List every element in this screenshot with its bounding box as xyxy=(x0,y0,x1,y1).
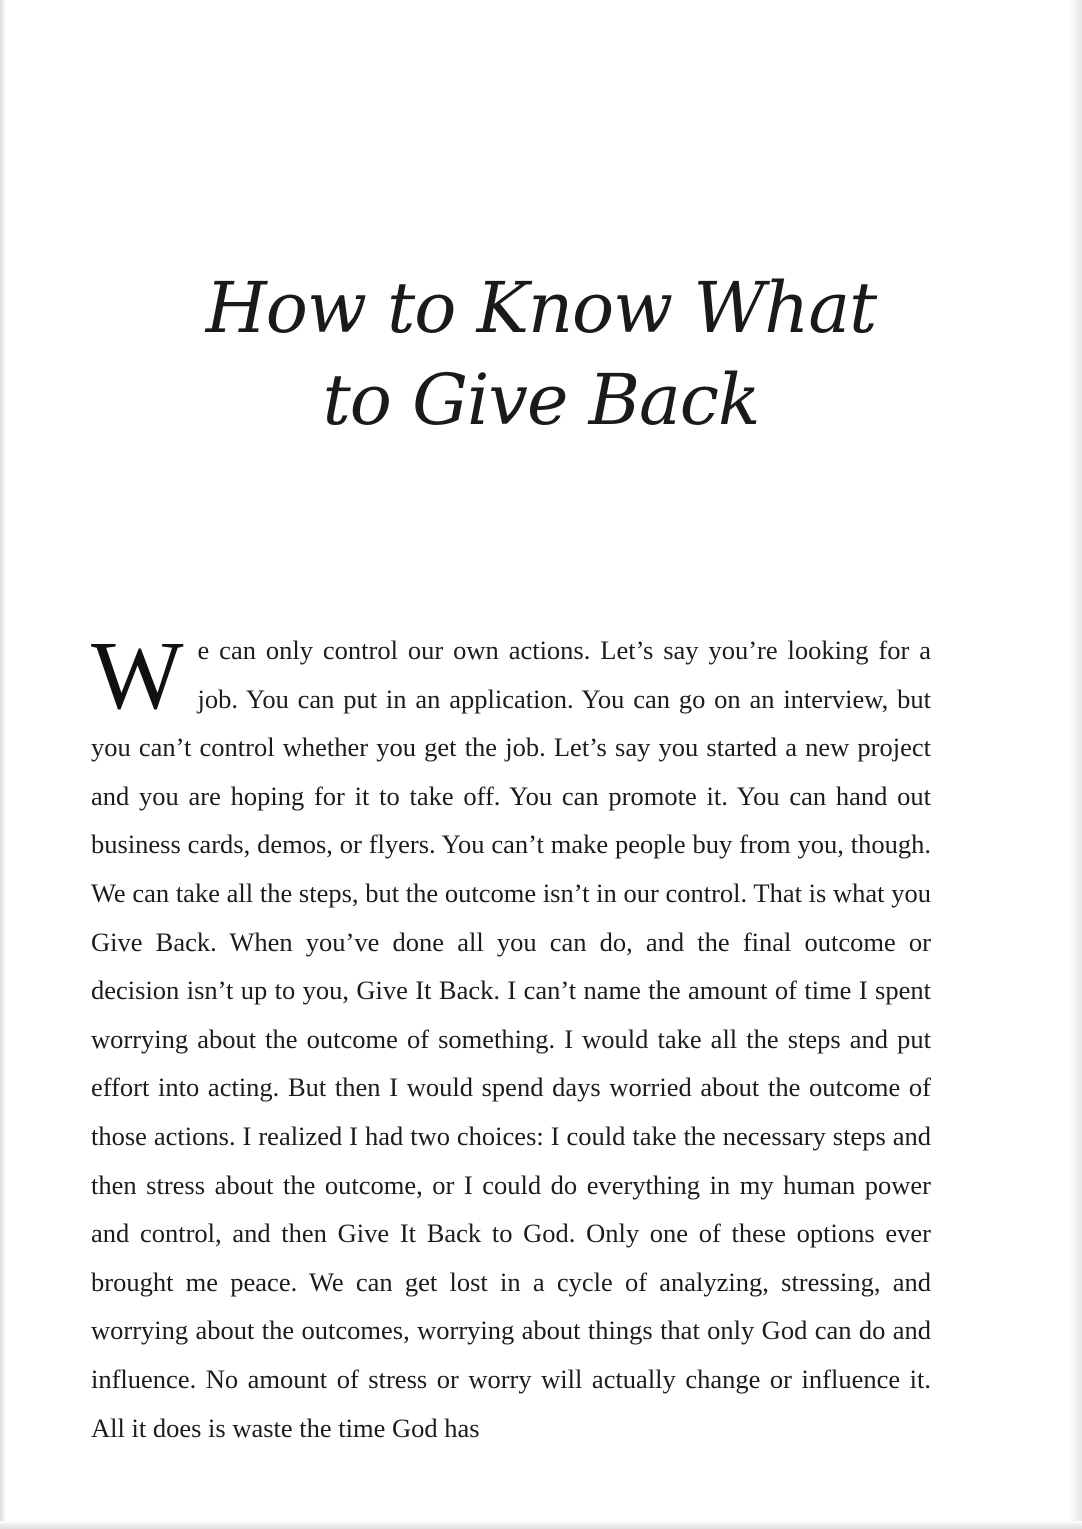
body-paragraph-text: e can only control our own actions. Let’s say you’re looking for a job. You can put in an application. You can go on an interview, but you can’t control whether you get the job. Let’s say you started a new project and you are hoping for it to take off. You can promote it. You can hand out business cards, demos, or flyers. You can’t make people buy from you, though. We can take all the steps, but the outcome isn’t in our control. That is what you Give Back. When you’ve done all you can do, and the final outcome or decision isn’t up to you, Give It Back. I can’t name the amount of time I spent worrying about the outcome of something. I would take all the steps and put effort into acting. But then I would spend days worried about the outcome of those actions. I realized I had two choices: I could take the necessary steps and then stress about the outcome, or I could do everything in my human power and control, and then Give It Back to God. Only one of these options ever brought me peace. We can get lost in a cycle of analyzing, stressing, and worrying about the outcomes, worrying about things that only God can do and influence. No amount of stress or worry will actually change or influence it. All it does is waste the time God has xyxy=(91,635,931,1443)
page-bottom-shadow xyxy=(0,1521,1082,1529)
chapter-title-line-1: How to Know What xyxy=(205,267,877,349)
page-right-shadow xyxy=(1068,0,1082,1529)
drop-cap: W xyxy=(91,622,184,730)
page-left-shadow xyxy=(0,0,6,1529)
chapter-title-line-2: to Give Back xyxy=(322,359,760,441)
body-paragraph xyxy=(91,622,931,1452)
chapter-title xyxy=(120,262,962,446)
